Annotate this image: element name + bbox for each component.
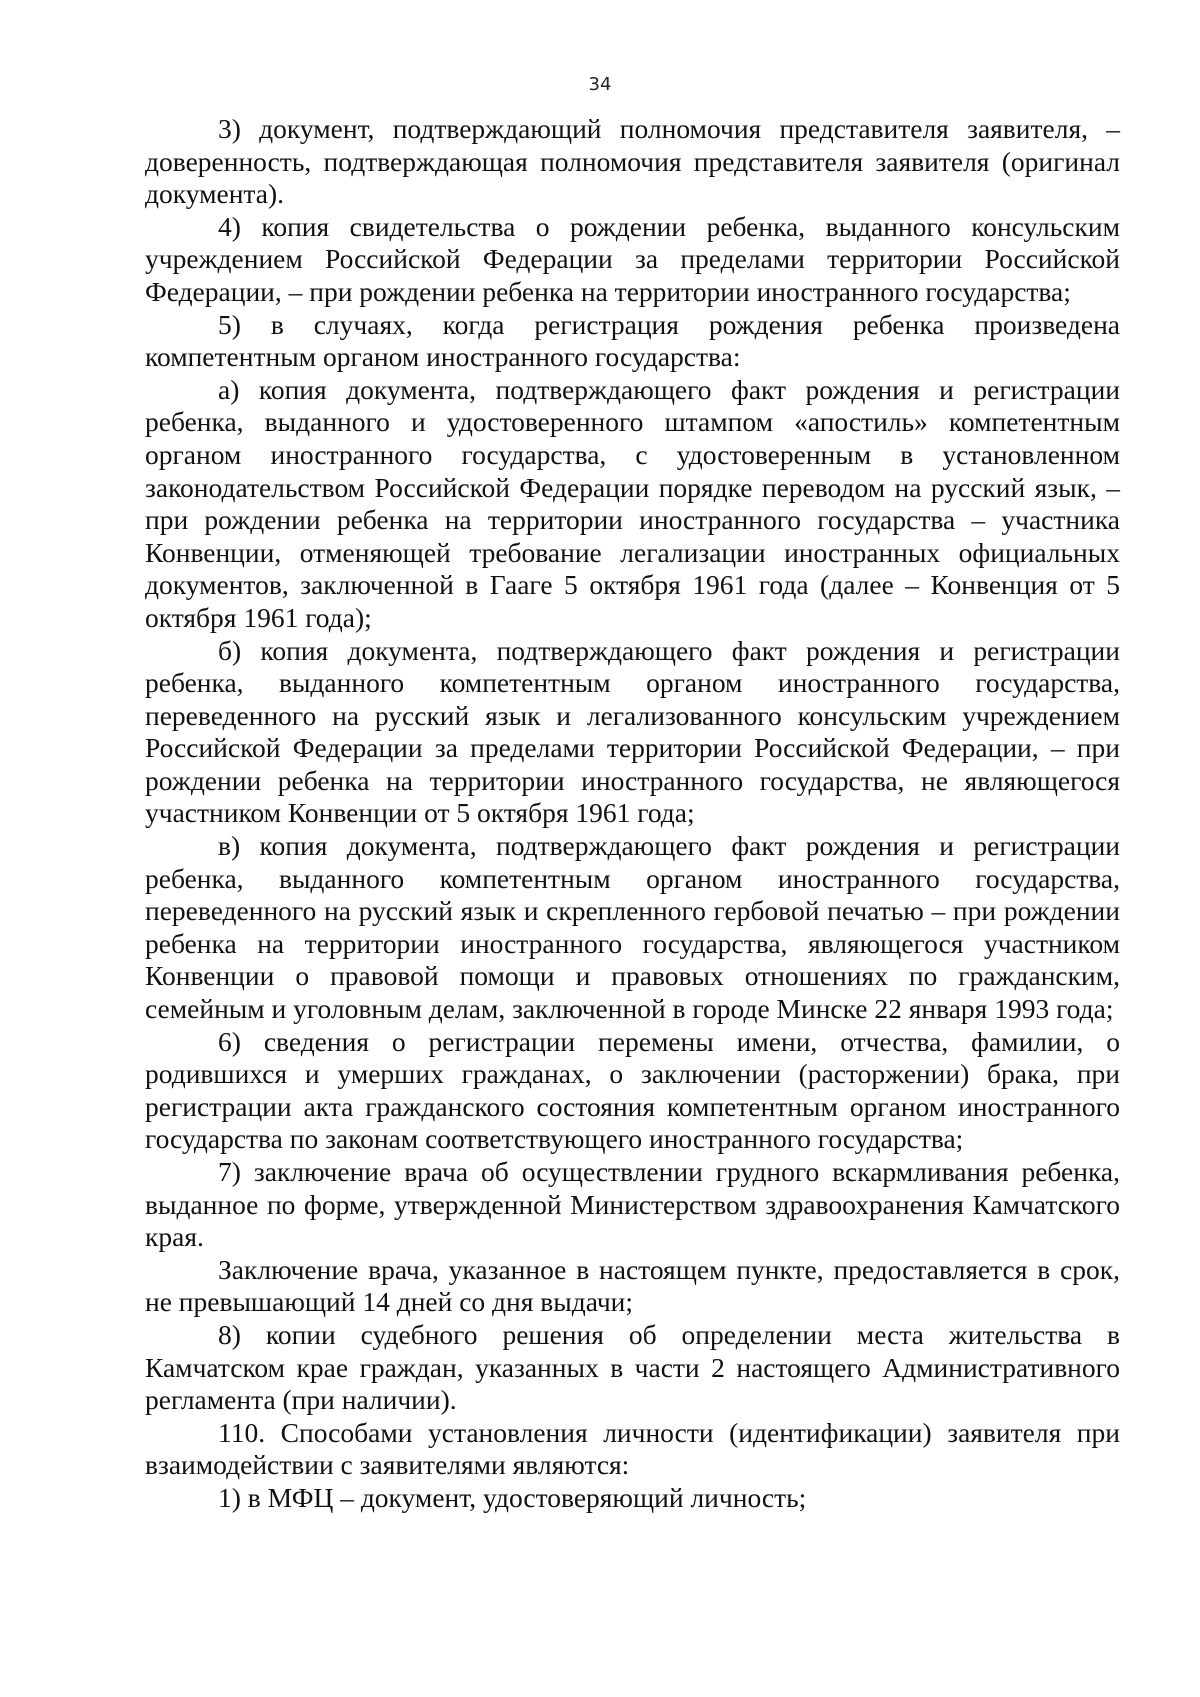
paragraph-item-5-foreign-registration: 5) в случаях, когда регистрация рождения ребенка произведена компетентным органом иностранного государства: [145, 308, 1120, 373]
paragraph-item-7-breastfeeding-certificate: 7) заключение врача об осуществлении грудного вскармливания ребенка, выданное по форме, утвержденной Министерством здравоохранения Камчатского края. [145, 1156, 1120, 1253]
paragraph-subitem-a-apostille: а) копия документа, подтверждающего факт рождения и регистрации ребенка, выданного и удостоверенного штампом «апостиль» компетентным органом иностранного государства, с удостоверенным в установленном законодательством Российской Федерации порядке переводом на русский язык, – при рождении ребенка на территории иностранного государства – участника Конвенции, отменяющей требование легализации иностранных официальных документов, заключенной в Гааге 5 октября 1961 года (далее – Конвенция от 5 октября 1961 года); [145, 373, 1120, 633]
paragraph-item-6-civil-status-records: 6) сведения о регистрации перемены имени, отчества, фамилии, о родившихся и умерших гражданах, о заключении (расторжении) брака, при регистрации акта гражданского состояния компетентным органом иностранного государства по законам соответствующего иностранного государства; [145, 1025, 1120, 1155]
paragraph-item-4-birth-certificate-consular: 4) копия свидетельства о рождении ребенка, выданного консульским учреждением Российской Федерации за пределами территории Российской Федерации, – при рождении ребенка на территории иностранного государства; [145, 210, 1120, 307]
paragraph-subitem-b-legalized: б) копия документа, подтверждающего факт рождения и регистрации ребенка, выданного компетентным органом иностранного государства, переведенного на русский язык и легализованного консульским учреждением Российской Федерации за пределами территории Российской Федерации, – при рождении ребенка на территории иностранного государства, не являющегося участником Конвенции от 5 октября 1961 года; [145, 634, 1120, 829]
paragraph-item-8-court-decision: 8) копии судебного решения об определении места жительства в Камчатском крае граждан, указанных в части 2 настоящего Административного регламента (при наличии). [145, 1318, 1120, 1416]
paragraph-certificate-validity: Заключение врача, указанное в настоящем пункте, предоставляется в срок, не превышающий 14 дней со дня выдачи; [145, 1253, 1120, 1318]
paragraph-item-1-mfc-identity-document: 1) в МФЦ – документ, удостоверяющий личность; [218, 1481, 807, 1513]
paragraph-subitem-v-minsk-convention: в) копия документа, подтверждающего факт рождения и регистрации ребенка, выданного компетентным органом иностранного государства, переведенного на русский язык и скрепленного гербовой печатью – при рождении ребенка на территории иностранного государства, являющегося участником Конвенции о правовой помощи и правовых отношениях по гражданским, семейным и уголовным делам, заключенной в городе Минске 22 января 1993 года; [145, 830, 1120, 1025]
paragraph-110-identification-methods: 110. Способами установления личности (идентификации) заявителя при взаимодействии с заявителями являются: [145, 1416, 1120, 1481]
page-number: 34 [588, 74, 612, 95]
document-body [145, 113, 1120, 1515]
paragraph-item-3-power-of-attorney: 3) документ, подтверждающий полномочия представителя заявителя, – доверенность, подтверждающая полномочия представителя заявителя (оригинал документа). [145, 113, 1120, 210]
